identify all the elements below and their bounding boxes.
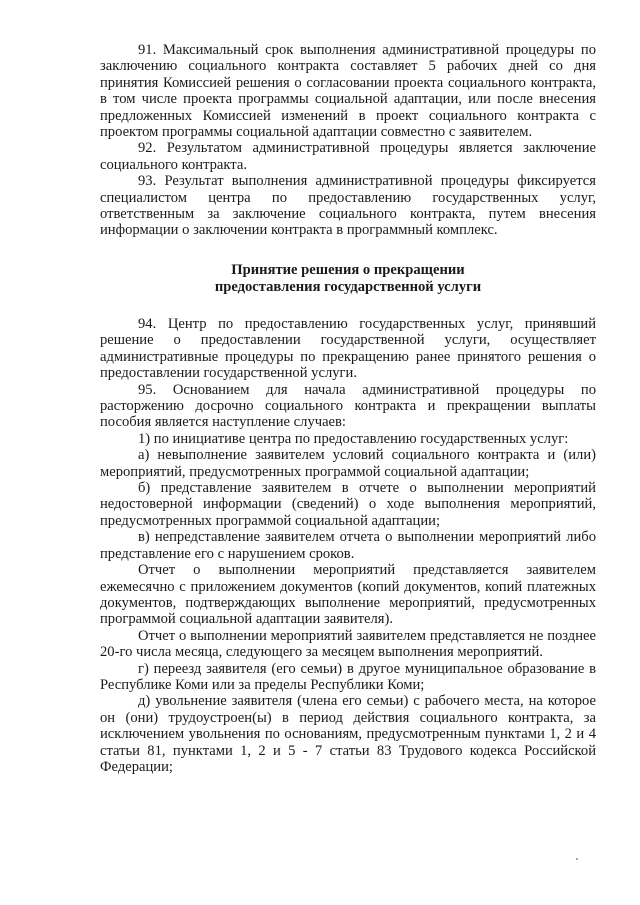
- paragraph-94: 94. Центр по предоставлению государственных услуг, принявший решение о предоставлении государственной услуги, осуществляет административные процедуры по прекращению ранее принятого решения о предоставлении государственной услуги.: [100, 316, 596, 382]
- list-item-d: д) увольнение заявителя (члена его семьи) с рабочего места, на которое он (они) трудоустроен(ы) в период действия социального контракта, за исключением увольнения по основаниям, предусмотренным пунктами 1, 2 и 4 статьи 81, пунктами 1, 2 и 5 - 7 статьи 83 Трудового кодекса Российской Федерации;: [100, 693, 596, 775]
- list-item-1: 1) по инициативе центра по предоставлению государственных услуг:: [138, 430, 569, 447]
- paragraph-93: 93. Результат выполнения административной процедуры фиксируется специалистом центра по предоставлению государственных услуг, ответственным за заключение социального контракта, путем внесения информации о заключении контракта в программный комплекс.: [100, 173, 596, 239]
- section-heading-line-2: предоставления государственной услуги: [214, 279, 482, 295]
- paragraph-92: 92. Результатом административной процедуры является заключение социального контракта.: [100, 140, 596, 173]
- report-paragraph: Отчет о выполнении мероприятий представляется заявителем ежемесячно с приложением документов (копий документов, копий платежных документов, подтверждающих выполнение мероприятий, предусмотренных программой социальной адаптации заявителя).: [100, 562, 596, 628]
- paragraph-95: 95. Основанием для начала административной процедуры по расторжению досрочно социального контракта и прекращении выплаты пособия является наступление случаев:: [100, 381, 596, 431]
- scan-dot-mark: [576, 858, 578, 860]
- section-bottom: [100, 316, 596, 775]
- section-top: [100, 42, 596, 239]
- list-item-v: в) непредставление заявителем отчета о выполнении мероприятий либо представление его с нарушением сроков.: [100, 529, 596, 562]
- list-item-b: б) представление заявителем в отчете о выполнении мероприятий недостоверной информации (сведений) о ходе выполнения мероприятий, предусмотренных программой социальной адаптации;: [100, 480, 596, 529]
- list-item-a: а) невыполнение заявителем условий социального контракта и (или) мероприятий, предусмотренных программой социальной адаптации;: [100, 447, 596, 480]
- paragraph-91: 91. Максимальный срок выполнения административной процедуры по заключению социального контракта составляет 5 рабочих дней со дня принятия Комиссией решения о согласовании проекта социального контракта, в том числе проекта программы социальной адаптации, или после внесения предложенных Комиссией изменений в проект социального контракта с проектом программы социальной адаптации совместно с заявителем.: [100, 42, 596, 141]
- section-heading-line-1: Принятие решения о прекращении: [231, 262, 465, 278]
- list-item-g: г) переезд заявителя (его семьи) в другое муниципальное образование в Республике Коми или за пределы Республики Коми;: [100, 660, 596, 693]
- section-heading: [100, 262, 596, 296]
- report-deadline-paragraph: Отчет о выполнении мероприятий заявителем представляется не позднее 20-го числа месяца, следующего за месяцем выполнения мероприятий.: [100, 627, 596, 661]
